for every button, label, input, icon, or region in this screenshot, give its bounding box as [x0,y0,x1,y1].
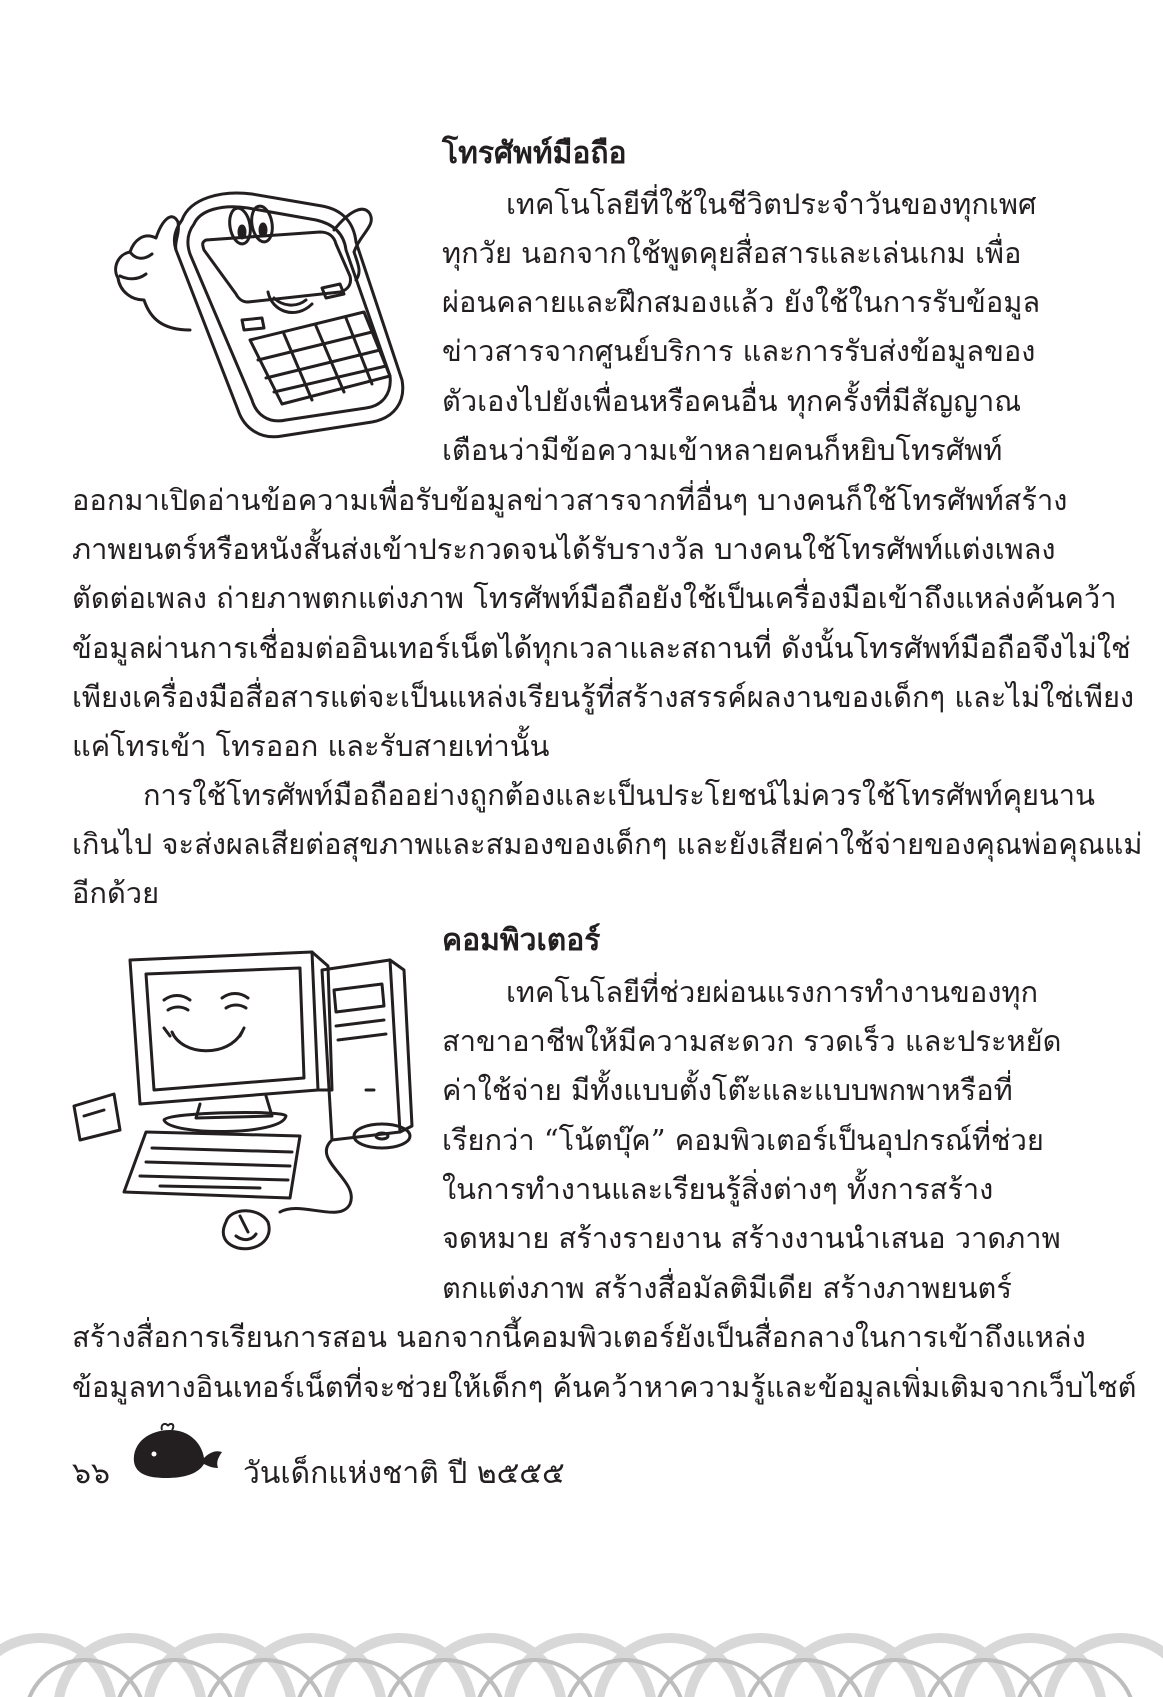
paragraph-line: เรียกว่า “โน้ตบุ๊ค” คอมพิวเตอร์เป็นอุปกรณ์ที่ช่วย [442,1123,1044,1157]
paragraph-line: ข้อมูลผ่านการเชื่อมต่ออินเทอร์เน็ตได้ทุกเวลาและสถานที่ ดังนั้นโทรศัพท์มือถือจึงไม่ใช่ [72,631,1131,665]
paragraph-line: เตือนว่ามีข้อความเข้าหลายคนก็หยิบโทรศัพท์ [442,433,1003,467]
paragraph-line: เทคโนโลยีที่ใช้ในชีวิตประจำวันของทุกเพศ [506,187,1037,221]
paragraph-line: เทคโนโลยีที่ช่วยผ่อนแรงการทำงานของทุก [506,975,1039,1009]
paragraph-line: ตกแต่งภาพ สร้างสื่อมัลติมีเดีย สร้างภาพยนตร์ [442,1271,1012,1305]
paragraph-line: เกินไป จะส่งผลเสียต่อสุขภาพและสมองของเด็กๆ และยังเสียค่าใช้จ่ายของคุณพ่อคุณแม่ [72,827,1143,861]
paragraph-line: สร้างสื่อการเรียนการสอน นอกจากนี้คอมพิวเตอร์ยังเป็นสื่อกลางในการเข้าถึงแหล่ง [72,1320,1086,1354]
paragraph-line: ตัดต่อเพลง ถ่ายภาพตกแต่งภาพ โทรศัพท์มือถือยังใช้เป็นเครื่องมือเข้าถึงแหล่งค้นคว้า [72,581,1117,615]
decorative-circle-border [0,1600,1163,1697]
paragraph-line: ตัวเองไปยังเพื่อนหรือคนอื่น ทุกครั้งที่มีสัญญาณ [442,384,1022,418]
paragraph-line: อีกด้วย [72,876,160,910]
paragraph-line: ข่าวสารจากศูนย์บริการ และการรับส่งข้อมูลของ [442,334,1036,368]
paragraph-line: สาขาอาชีพให้มีความสะดวก รวดเร็ว และประหยัด [442,1024,1062,1058]
paragraph-line: ทุกวัย นอกจากใช้พูดคุยสื่อสารและเล่นเกม เพื่อ [442,236,1022,270]
whale-icon [126,1422,226,1482]
smiling-computer-illustration [60,940,430,1265]
book-title-footer: วันเด็กแห่งชาติ ปี ๒๕๕๕ [243,1456,565,1491]
paragraph-line: เพียงเครื่องมือสื่อสารแต่จะเป็นแหล่งเรียนรู้ที่สร้างสรรค์ผลงานของเด็กๆ และไม่ใช่เพียง [72,680,1135,714]
paragraph-line: ออกมาเปิดอ่านข้อความเพื่อรับข้อมูลข่าวสารจากที่อื่นๆ บางคนก็ใช้โทรศัพท์สร้าง [72,483,1068,517]
paragraph-line: ค่าใช้จ่าย มีทั้งแบบตั้งโต๊ะและแบบพกพาหรือที่ [442,1073,1013,1107]
paragraph-line: จดหมาย สร้างรายงาน สร้างงานนำเสนอ วาดภาพ [442,1221,1061,1255]
heading-mobile-phone: โทรศัพท์มือถือ [442,136,627,171]
smiling-mobile-phone-illustration [72,180,417,450]
paragraph-line: ข้อมูลทางอินเทอร์เน็ตที่จะช่วยให้เด็กๆ ค้นคว้าหาความรู้และข้อมูลเพิ่มเติมจากเว็บไซต์ [72,1370,1137,1404]
paragraph-line: แค่โทรเข้า โทรออก และรับสายเท่านั้น [72,729,550,763]
paragraph-line: ภาพยนตร์หรือหนังสั้นส่งเข้าประกวดจนได้รับรางวัล บางคนใช้โทรศัพท์แต่งเพลง [72,532,1056,566]
heading-computer: คอมพิวเตอร์ [442,923,601,958]
paragraph-line: ในการทำงานและเรียนรู้สิ่งต่างๆ ทั้งการสร้าง [442,1172,994,1206]
page-number: ๖๖ [72,1456,111,1491]
paragraph-line: การใช้โทรศัพท์มือถืออย่างถูกต้องและเป็นประโยชน์ไม่ควรใช้โทรศัพท์คุยนาน [143,778,1095,812]
paragraph-line: ผ่อนคลายและฝึกสมองแล้ว ยังใช้ในการรับข้อมูล [442,285,1041,319]
